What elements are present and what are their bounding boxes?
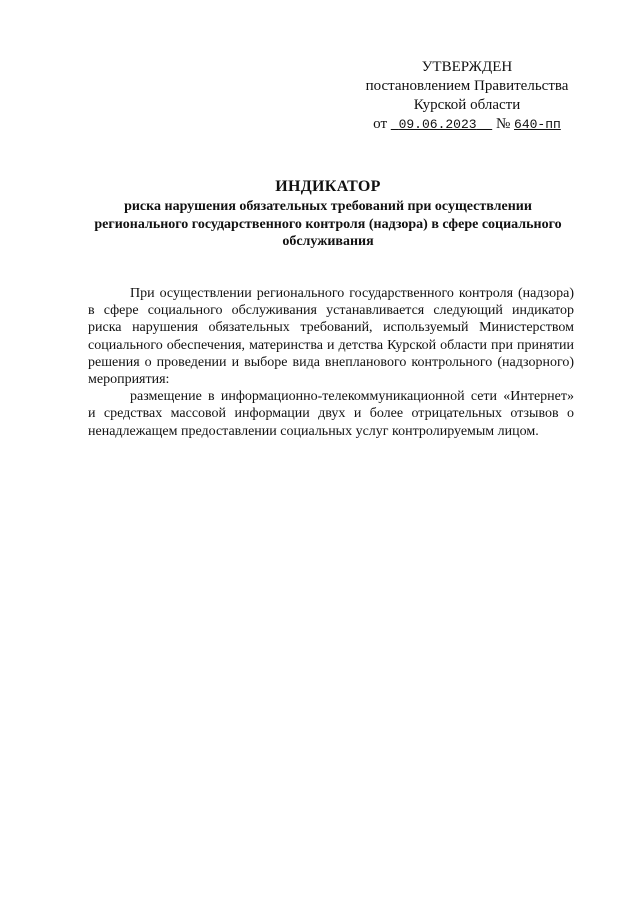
title-main: ИНДИКАТОР xyxy=(275,178,381,195)
date-prefix: от xyxy=(373,116,388,132)
approval-heading: УТВЕРЖДЕН xyxy=(421,59,513,75)
approval-date-line xyxy=(352,115,582,134)
approval-date: 09.06.2023 xyxy=(398,117,477,132)
approval-stamp xyxy=(352,58,582,134)
approval-number: 640-пп xyxy=(514,117,561,132)
body-paragraph-1: При осуществлении регионального государственного контроля (надзора) в сфере социального обслуживания устанавливается следующий индикатор риска нарушения обязательных требований, используемый Министерством социального обеспечения, материнства и детства Курской области при принятии решения о проведении и выборе вида внепланового контрольного (надзорного) мероприятия: xyxy=(88,286,574,388)
document-title xyxy=(88,176,568,251)
approval-line-1: постановлением Правительства xyxy=(365,78,569,94)
body-paragraph-2: размещение в информационно-телекоммуникационной сети «Интернет» и средствах массовой информации двух и более отрицательных отзывов о ненадлежащем предоставлении социальных услуг контролируемым лицом. xyxy=(88,389,574,439)
document-body xyxy=(88,285,574,440)
number-prefix: № xyxy=(495,116,511,132)
title-subtitle: риска нарушения обязательных требований при осуществлении регионального государственного контроля (надзора) в сфере социального обслуживания xyxy=(94,199,562,249)
approval-line-2: Курской области xyxy=(413,97,521,113)
